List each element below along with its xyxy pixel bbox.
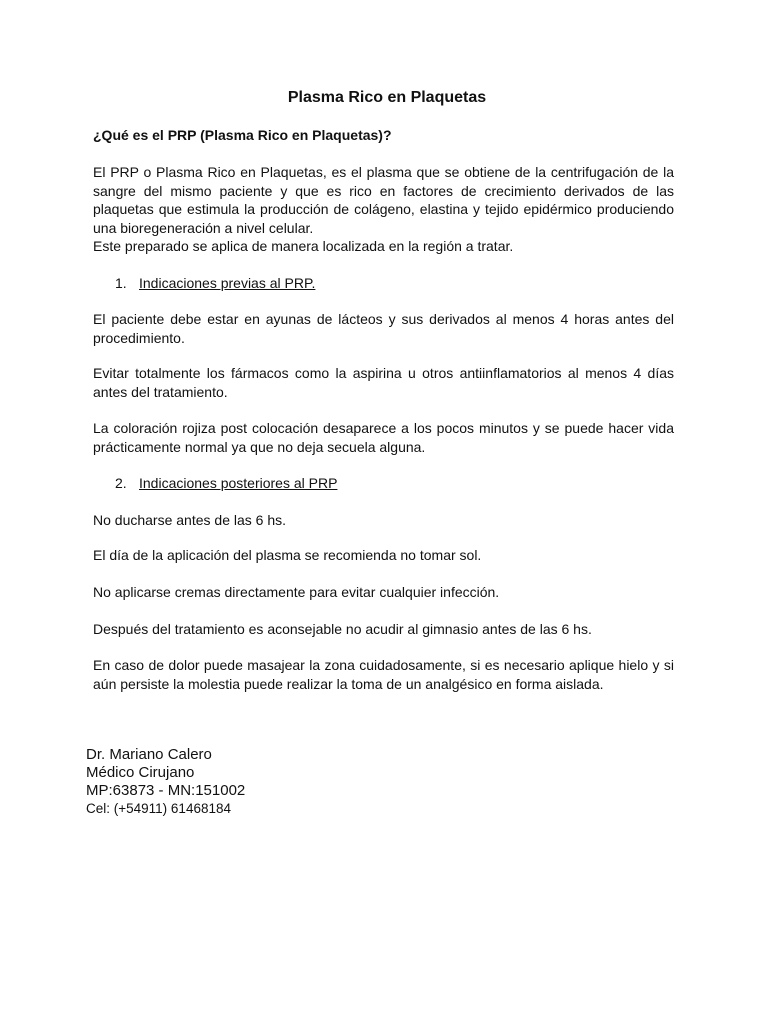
section-2-paragraph [93, 583, 674, 602]
section-1-paragraph [93, 419, 674, 456]
intro-line: plaquetas que estimula la producción de colágeno, elastina y tejido epidérmico produciendo [93, 201, 674, 218]
section-1-paragraph [93, 310, 674, 347]
paragraph-line: En caso de dolor puede masajear la zona cuidadosamente, si es necesario aplique hielo y si [93, 657, 674, 673]
section-1-heading [115, 274, 315, 292]
paragraph-line: procedimiento. [93, 329, 185, 346]
question-heading: ¿Qué es el PRP (Plasma Rico en Plaquetas)? [93, 127, 392, 143]
paragraph-line: prácticamente normal ya que no deja secuela alguna. [93, 438, 426, 455]
section-2-label: Indicaciones posteriores al PRP [139, 475, 338, 491]
section-2-number: 2. [115, 475, 127, 491]
paragraph-line: No aplicarse cremas directamente para evitar cualquier infección. [93, 584, 500, 600]
intro-line: Este preparado se aplica de manera localizada en la región a tratar. [93, 238, 514, 255]
intro-line: una bioregeneración a nivel celular. [93, 219, 314, 236]
section-2-paragraph [93, 620, 674, 639]
section-2-paragraph [93, 656, 674, 693]
section-2-paragraph [93, 546, 674, 565]
document-title: Plasma Rico en Plaquetas [287, 89, 487, 106]
paragraph-line: La coloración rojiza post colocación desaparece a los pocos minutos y se puede hacer vida [93, 420, 674, 436]
paragraph-line: El día de la aplicación del plasma se recomienda no tomar sol. [93, 547, 482, 563]
signature-phone: Cel: (+54911) 61468184 [86, 801, 231, 816]
signature-block [86, 746, 245, 818]
paragraph-line: Después del tratamiento es aconsejable no acudir al gimnasio antes de las 6 hs. [93, 621, 592, 637]
intro-paragraph [93, 163, 674, 256]
section-1-paragraph [93, 364, 674, 401]
section-2-paragraph [93, 511, 674, 530]
paragraph-line: Evitar totalmente los fármacos como la aspirina u otros antiinflamatorios al menos 4 días [93, 365, 674, 381]
paragraph-line: No ducharse antes de las 6 hs. [93, 512, 287, 528]
paragraph-line: antes del tratamiento. [93, 383, 228, 400]
section-1-number: 1. [115, 275, 127, 291]
signature-license: MP:63873 - MN:151002 [86, 782, 246, 799]
intro-line: El PRP o Plasma Rico en Plaquetas, es el plasma que se obtiene de la centrifugación de la [93, 164, 674, 180]
intro-line: sangre del mismo paciente y que es rico en factores de crecimiento derivados de las [93, 182, 674, 199]
paragraph-line: El paciente debe estar en ayunas de lácteos y sus derivados al menos 4 horas antes del [93, 311, 674, 327]
section-1-label: Indicaciones previas al PRP. [139, 275, 316, 291]
paragraph-line: aún persiste la molestia puede realizar la toma de un analgésico en forma aislada. [93, 675, 604, 692]
signature-name: Dr. Mariano Calero [86, 746, 212, 763]
section-2-heading [115, 474, 337, 492]
signature-role: Médico Cirujano [86, 764, 195, 781]
